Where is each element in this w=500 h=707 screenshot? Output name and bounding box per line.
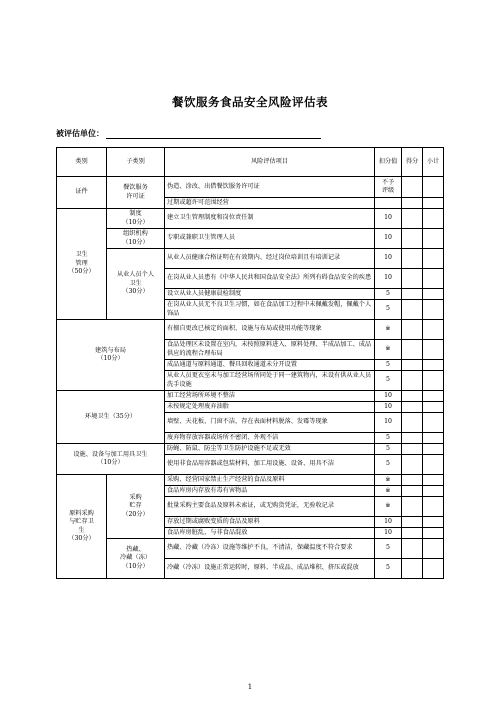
item-cell: 加工经营场所环境不整洁 <box>165 391 375 402</box>
score-value-cell: 不予 评级 <box>375 177 402 198</box>
item-cell: 专职或兼职卫生管理人员 <box>165 229 375 249</box>
table-row <box>57 391 444 402</box>
score-cell[interactable] <box>402 528 423 539</box>
item-cell: 采购、经营国家禁止生产经营的食品及原料 <box>165 475 375 486</box>
subtotal-cell[interactable] <box>423 340 444 360</box>
score-value-cell: 5 <box>375 433 402 444</box>
header-row <box>57 148 444 177</box>
subtotal-cell[interactable] <box>423 198 444 209</box>
score-cell[interactable] <box>402 360 423 371</box>
subtotal-cell[interactable] <box>423 402 444 413</box>
category-cell: 建筑与布局 （10分） <box>57 320 165 391</box>
score-cell[interactable] <box>402 177 423 198</box>
item-cell: 废弃物存放容器或场所不密闭、外观不洁 <box>165 433 375 444</box>
subtotal-cell[interactable] <box>423 444 444 455</box>
score-value-cell: 10 <box>375 528 402 539</box>
score-cell[interactable] <box>402 391 423 402</box>
item-cell: 从业人员健康合格证明在有效期内、经过岗位培训且有培训记录 <box>165 249 375 269</box>
score-cell[interactable] <box>402 300 423 320</box>
item-cell: 防蝇、防鼠、防尘等卫生防护设施不足或无效 <box>165 444 375 455</box>
score-cell[interactable] <box>402 486 423 497</box>
score-value-cell <box>375 198 402 209</box>
table-row <box>57 320 444 340</box>
item-cell: 热藏、冷藏（冷冻）设施等维护不良，不清洁，保藏温度不符合要求 <box>165 539 375 559</box>
table-row <box>57 475 444 486</box>
item-cell: 食品处理区未设置在室内，未按照原料进入、原料处理、半成品加工、成品供应的流程合理布局 <box>165 340 375 360</box>
category-cell: 卫生 管理 （50分） <box>57 209 107 320</box>
score-value-cell: 5 <box>375 539 402 559</box>
score-cell[interactable] <box>402 455 423 475</box>
item-cell: 从业人员更衣室未与加工经营场所同处于同一建筑物内，未设有供从业人员洗手设施 <box>165 371 375 391</box>
header-subtotal: 小计 <box>423 148 444 177</box>
subtotal-cell[interactable] <box>423 371 444 391</box>
score-value-cell: 10 <box>375 517 402 528</box>
header-score-value: 扣分值 <box>375 148 402 177</box>
score-value-cell: ※ <box>375 340 402 360</box>
table-row <box>57 249 444 269</box>
item-cell: 食品库房脏乱，与非食品混放 <box>165 528 375 539</box>
subtotal-cell[interactable] <box>423 486 444 497</box>
header-subcategory: 子类别 <box>107 148 165 177</box>
subcategory-cell: 采购 贮存 （20分） <box>107 475 165 539</box>
evaluated-unit-row <box>56 128 321 139</box>
header-item: 风险评估项目 <box>165 148 375 177</box>
score-cell[interactable] <box>402 229 423 249</box>
score-value-cell: ※ <box>375 475 402 486</box>
subtotal-cell[interactable] <box>423 177 444 198</box>
score-value-cell: 5 <box>375 360 402 371</box>
score-value-cell: 5 <box>375 559 402 579</box>
evaluated-unit-blank[interactable] <box>106 129 321 139</box>
subtotal-cell[interactable] <box>423 391 444 402</box>
subtotal-cell[interactable] <box>423 413 444 433</box>
category-cell: 原料采购 与贮存卫 生 （30分） <box>57 475 107 579</box>
score-value-cell: 10 <box>375 413 402 433</box>
item-cell: 墙壁、天花板、门窗不洁，存在表面材料脱落、发霉等现象 <box>165 413 375 433</box>
score-cell[interactable] <box>402 340 423 360</box>
subtotal-cell[interactable] <box>423 269 444 289</box>
item-cell: 使用非食品用容器或包装材料，加工用设施、设备、用具不洁 <box>165 455 375 475</box>
score-value-cell: 5 <box>375 455 402 475</box>
score-value-cell: 10 <box>375 229 402 249</box>
risk-assessment-table <box>56 147 444 579</box>
score-value-cell: 5 <box>375 289 402 300</box>
score-cell[interactable] <box>402 402 423 413</box>
score-cell[interactable] <box>402 475 423 486</box>
table-row <box>57 177 444 198</box>
item-cell: 设立从业人员健康晨检制度 <box>165 289 375 300</box>
table-row <box>57 539 444 559</box>
score-cell[interactable] <box>402 198 423 209</box>
score-value-cell: 10 <box>375 269 402 289</box>
category-cell: 证件 <box>57 177 107 209</box>
subtotal-cell[interactable] <box>423 249 444 269</box>
subcategory-cell: 餐饮服务 许可证 <box>107 177 165 209</box>
score-value-cell: 5 <box>375 300 402 320</box>
item-cell: 在岗从业人员无不良卫生习惯，如在食品加工过程中未佩戴发帽，佩戴个人饰品 <box>165 300 375 320</box>
score-cell[interactable] <box>402 269 423 289</box>
subtotal-cell[interactable] <box>423 559 444 579</box>
subtotal-cell[interactable] <box>423 433 444 444</box>
score-value-cell: 5 <box>375 371 402 391</box>
subtotal-cell[interactable] <box>423 229 444 249</box>
item-cell: 批量采购主要食品及原料未索证，或无购货凭证，无验收记录 <box>165 497 375 517</box>
evaluated-unit-label: 被评估单位： <box>56 128 104 138</box>
score-cell[interactable] <box>402 559 423 579</box>
subcategory-cell: 制度 （10分） <box>107 209 165 229</box>
score-value-cell: 5 <box>375 444 402 455</box>
subcategory-cell: 组织机构 （10分） <box>107 229 165 249</box>
subtotal-cell[interactable] <box>423 360 444 371</box>
score-cell[interactable] <box>402 289 423 300</box>
score-cell[interactable] <box>402 249 423 269</box>
subtotal-cell[interactable] <box>423 300 444 320</box>
subtotal-cell[interactable] <box>423 497 444 517</box>
category-cell: 设施、设备与加工用具卫生 （10分） <box>57 444 165 475</box>
category-cell: 环境卫生（35分） <box>57 391 165 444</box>
score-cell[interactable] <box>402 444 423 455</box>
score-cell[interactable] <box>402 320 423 340</box>
subcategory-cell: 从业人员个人 卫生 （30分） <box>107 249 165 320</box>
score-value-cell: 10 <box>375 391 402 402</box>
item-cell: 伪造、涂改、出借餐饮服务许可证 <box>165 177 375 198</box>
table-row <box>57 209 444 229</box>
score-value-cell: ※ <box>375 486 402 497</box>
score-cell[interactable] <box>402 539 423 559</box>
score-value-cell: 10 <box>375 402 402 413</box>
item-cell: 过期或超许可范围经营 <box>165 198 375 209</box>
subtotal-cell[interactable] <box>423 209 444 229</box>
item-cell: 有擅自更改已核定的面积、设施与布局或使用功能等现象 <box>165 320 375 340</box>
item-cell: 成品通道与原料通道、餐具回收通道未分开设置 <box>165 360 375 371</box>
subtotal-cell[interactable] <box>423 455 444 475</box>
score-cell[interactable] <box>402 517 423 528</box>
item-cell: 存放过期或腐败变质的食品及原料 <box>165 517 375 528</box>
page-title: 餐饮服务食品安全风险评估表 <box>172 95 328 109</box>
score-cell[interactable] <box>402 433 423 444</box>
header-score: 得分 <box>402 148 423 177</box>
score-cell[interactable] <box>402 413 423 433</box>
subtotal-cell[interactable] <box>423 528 444 539</box>
item-cell: 食品库房内存放有毒有害物品 <box>165 486 375 497</box>
item-cell: 未按规定处理废弃油脂 <box>165 402 375 413</box>
subcategory-cell: 热藏、 冷藏（冻） （10分） <box>107 539 165 579</box>
subtotal-cell[interactable] <box>423 539 444 559</box>
page-number: 1 <box>247 683 253 691</box>
subtotal-cell[interactable] <box>423 320 444 340</box>
subtotal-cell[interactable] <box>423 289 444 300</box>
subtotal-cell[interactable] <box>423 517 444 528</box>
table-body <box>57 177 444 579</box>
score-cell[interactable] <box>402 497 423 517</box>
item-cell: 冷藏（冷冻）设施正常运转时，原料、半成品、成品堆积、挤压或混放 <box>165 559 375 579</box>
score-value-cell: 10 <box>375 209 402 229</box>
item-cell: 建立卫生管理制度和岗位责任制 <box>165 209 375 229</box>
table-row <box>57 444 444 455</box>
header-category: 类别 <box>57 148 107 177</box>
score-value-cell: 10 <box>375 249 402 269</box>
item-cell: 在岗从业人员患有《中华人民共和国食品安全法》所列有碍食品安全的疾患 <box>165 269 375 289</box>
score-cell[interactable] <box>402 209 423 229</box>
score-cell[interactable] <box>402 371 423 391</box>
table-row <box>57 229 444 249</box>
subtotal-cell[interactable] <box>423 475 444 486</box>
score-value-cell: ※ <box>375 497 402 517</box>
score-value-cell: ※ <box>375 320 402 340</box>
